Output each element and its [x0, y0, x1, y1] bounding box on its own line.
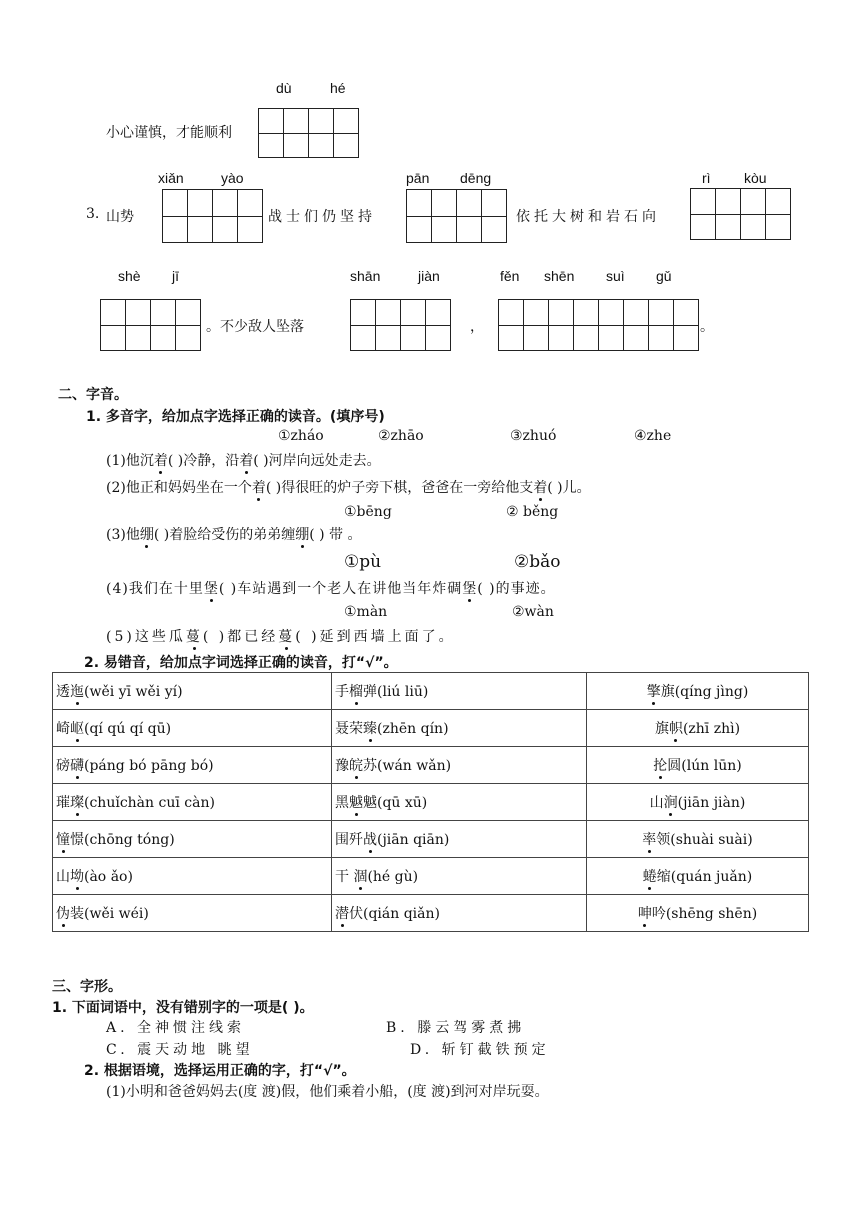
table-cell[interactable]	[587, 858, 809, 895]
dotted-char: 蔓	[278, 629, 296, 645]
pinyin: kòu	[744, 170, 767, 186]
char-grid[interactable]	[258, 108, 359, 158]
dotted-char: 着	[533, 480, 548, 496]
word-part: 山	[56, 869, 70, 885]
table-cell[interactable]	[587, 747, 809, 784]
dotted-char: 着	[239, 453, 254, 469]
option: ④zhe	[634, 428, 672, 444]
option: ②bǎo	[514, 552, 561, 572]
sentence-fragment: 小心谨慎，才能顺利	[106, 125, 232, 141]
dotted-char: 率	[642, 832, 657, 848]
pinyin: xiǎn	[158, 170, 184, 186]
word-part: 领	[656, 832, 671, 848]
pinyin: pān	[406, 170, 430, 186]
table-cell[interactable]	[53, 710, 332, 747]
pinyin-options: (quán juǎn)	[670, 869, 753, 885]
char-grid[interactable]	[406, 189, 507, 243]
dotted-char: 迤	[70, 684, 84, 700]
table-cell[interactable]	[53, 821, 332, 858]
question-number: 3.	[86, 206, 100, 222]
word-part: 弹	[363, 684, 377, 700]
word-part: 山	[649, 795, 664, 811]
word-part: 干	[335, 869, 354, 885]
pinyin: dēng	[460, 170, 492, 186]
word-part: 手	[335, 684, 349, 700]
pinyin: rì	[702, 170, 711, 186]
dotted-char: 战	[363, 832, 377, 848]
pinyin: shēn	[544, 268, 575, 284]
dotted-char: 蔓	[185, 629, 203, 645]
pinyin-options: (zhēn qín)	[377, 721, 449, 737]
table-cell[interactable]	[587, 710, 809, 747]
pinyin: yào	[221, 170, 244, 186]
pinyin-options: (páng bó pāng bó)	[84, 758, 214, 774]
dotted-char: 憧	[56, 832, 70, 848]
dotted-char: 皖	[349, 758, 363, 774]
word-part: 苏	[363, 758, 377, 774]
table-cell[interactable]	[332, 858, 587, 895]
option: ② běng	[506, 504, 559, 520]
sentence: (3)他绷( )着脸给受伤的弟弟缠绷( ) 带 。	[106, 527, 362, 543]
pinyin-options: (qū xū)	[377, 795, 428, 811]
table-cell[interactable]	[53, 673, 332, 710]
table-cell[interactable]	[332, 821, 587, 858]
pinyin: shān	[350, 268, 381, 284]
pinyin: shè	[118, 268, 141, 284]
choice-c[interactable]: C. 震天动地 眺望	[106, 1042, 254, 1058]
option: ②wàn	[512, 604, 554, 620]
char-grid[interactable]	[100, 299, 201, 351]
table-cell[interactable]	[53, 895, 332, 932]
table-cell[interactable]	[332, 673, 587, 710]
pinyin-options: (jiān jiàn)	[677, 795, 746, 811]
word-part: 装	[70, 906, 84, 922]
table-row	[53, 673, 809, 710]
option: ①bēng	[344, 504, 392, 520]
word-part: 缩	[656, 869, 671, 885]
dotted-char: 着	[251, 480, 266, 496]
pinyin-options: (qíng jìng)	[674, 684, 749, 700]
char-grid[interactable]	[350, 299, 451, 351]
dotted-char: 涸	[353, 869, 368, 885]
dotted-char: 潜	[335, 906, 349, 922]
pinyin-options: (shuài suài)	[670, 832, 753, 848]
question-title: 1. 下面词语中，没有错别字的一项是( )。	[52, 1000, 314, 1016]
pronunciation-table	[52, 672, 809, 932]
dotted-char: 岖	[70, 721, 84, 737]
table-cell[interactable]	[332, 710, 587, 747]
dotted-char: 着	[153, 453, 168, 469]
sentence: (1)他沉着( )冷静，沿着( )河岸向远处走去。	[106, 453, 381, 469]
table-row	[53, 858, 809, 895]
dotted-char: 魆	[349, 795, 363, 811]
dotted-char: 涧	[663, 795, 678, 811]
sentence-fragment: 。不少敌人坠落	[206, 319, 304, 335]
question-title: 1. 多音字，给加点字选择正确的读音。(填序号)	[86, 409, 385, 425]
option: ①zháo	[278, 428, 324, 444]
sentence-fragment: ，	[470, 319, 484, 335]
char-grid[interactable]	[498, 299, 699, 351]
pinyin: jiàn	[418, 268, 440, 284]
word-part: 伏	[349, 906, 363, 922]
table-cell[interactable]	[587, 784, 809, 821]
table-row	[53, 710, 809, 747]
table-cell[interactable]	[332, 784, 587, 821]
pinyin-options: (lún lūn)	[681, 758, 742, 774]
dotted-char: 绷	[295, 527, 310, 543]
dotted-char: 臻	[363, 721, 377, 737]
pinyin-options: (liú liū)	[377, 684, 429, 700]
sentence: (4)我们在十里堡( )车站遇到一个老人在讲他当年炸碉堡( )的事迹。	[106, 581, 556, 597]
table-cell[interactable]	[587, 821, 809, 858]
choice-a[interactable]: A. 全神惯注线索	[106, 1020, 246, 1036]
table-row	[53, 784, 809, 821]
pinyin-options: (chuǐchàn cuī càn)	[84, 795, 215, 811]
sentence: (5)这些瓜蔓( )都已经蔓( )延到西墙上面了。	[106, 629, 456, 645]
table-row	[53, 747, 809, 784]
pinyin: hé	[330, 80, 346, 96]
question-title: 2. 根据语境，选择运用正确的字，打“√”。	[84, 1063, 356, 1079]
question-title: 2. 易错音，给加点字词选择正确的读音，打“√”。	[84, 655, 398, 671]
sentence-fragment: 。	[700, 319, 714, 335]
choice-d[interactable]: D. 斩钉截铁预定	[410, 1042, 550, 1058]
dotted-char: 坳	[70, 869, 84, 885]
pinyin-options: (qí qú qí qū)	[84, 721, 172, 737]
char-grid[interactable]	[162, 189, 263, 243]
pinyin-options: (shēng shēn)	[665, 906, 758, 922]
word-part: 魆	[363, 795, 377, 811]
word-part: 璀	[56, 795, 70, 811]
word-part: 透	[56, 684, 70, 700]
dotted-char: 堡	[462, 581, 478, 597]
section-title: 二、字音。	[58, 387, 128, 403]
pinyin-options: (hé gù)	[367, 869, 419, 885]
pinyin-options: (wán wǎn)	[377, 758, 452, 774]
pinyin-options: (qián qiǎn)	[363, 906, 440, 922]
option: ①pù	[344, 552, 382, 572]
table-row	[53, 895, 809, 932]
pinyin-options: (chōng tóng)	[84, 832, 175, 848]
sentence-fragment: 依托大树和岩石向	[516, 209, 660, 225]
dotted-char: 抡	[653, 758, 668, 774]
word-part: 聂荣	[335, 721, 363, 737]
option: ③zhuó	[510, 428, 557, 444]
option: ②zhāo	[378, 428, 424, 444]
pinyin-options: (ào ǎo)	[84, 869, 133, 885]
dotted-char: 榴	[349, 684, 363, 700]
word-part: 黑	[335, 795, 349, 811]
word-part: 崎	[56, 721, 70, 737]
pinyin: dù	[276, 80, 292, 96]
pinyin-options: (wěi wéi)	[84, 906, 149, 922]
dotted-char: 礴	[70, 758, 84, 774]
word-part: 吟	[651, 906, 666, 922]
pinyin: fěn	[500, 268, 520, 284]
dotted-char: 璨	[70, 795, 84, 811]
word-part: 围歼	[335, 832, 363, 848]
word-part: 旗	[660, 684, 675, 700]
sentence: (1)小明和爸爸妈妈去(度 渡)假，他们乘着小船，(度 渡)到河对岸玩耍。	[106, 1084, 549, 1100]
pinyin-options: (jiān qiān)	[377, 832, 450, 848]
dotted-char: 呻	[637, 906, 652, 922]
table-cell[interactable]	[53, 858, 332, 895]
dotted-char: 蜷	[642, 869, 657, 885]
dotted-char: 擎	[646, 684, 661, 700]
sentence-fragment: 战士们仍坚持	[268, 209, 376, 225]
table-cell[interactable]	[53, 784, 332, 821]
option: ①màn	[344, 604, 388, 620]
char-grid[interactable]	[690, 188, 791, 240]
word-part: 旗	[654, 721, 669, 737]
dotted-char: 帜	[668, 721, 683, 737]
table-cell[interactable]	[332, 747, 587, 784]
sentence-fragment: 山势	[106, 209, 134, 225]
pinyin: jī	[172, 268, 179, 284]
choice-b[interactable]: B. 滕云驾雾煮拂	[386, 1020, 526, 1036]
pinyin-options: (zhī zhì)	[682, 721, 741, 737]
section-title: 三、字形。	[52, 979, 122, 995]
dotted-char: 伪	[56, 906, 70, 922]
dotted-char: 堡	[203, 581, 219, 597]
word-part: 豫	[335, 758, 349, 774]
word-part: 憬	[70, 832, 84, 848]
pinyin: gǔ	[656, 268, 672, 284]
dotted-char: 绷	[139, 527, 154, 543]
sentence: (2)他正和妈妈坐在一个着( )得很旺的炉子旁下棋，爸爸在一旁给他支着( )儿。	[106, 480, 591, 496]
table-cell[interactable]	[332, 895, 587, 932]
word-part: 圆	[667, 758, 682, 774]
table-cell[interactable]	[53, 747, 332, 784]
table-cell[interactable]	[587, 673, 809, 710]
pinyin: suì	[606, 268, 625, 284]
table-cell[interactable]	[587, 895, 809, 932]
table-row	[53, 821, 809, 858]
pinyin-options: (wěi yī wěi yí)	[84, 684, 183, 700]
word-part: 磅	[56, 758, 70, 774]
